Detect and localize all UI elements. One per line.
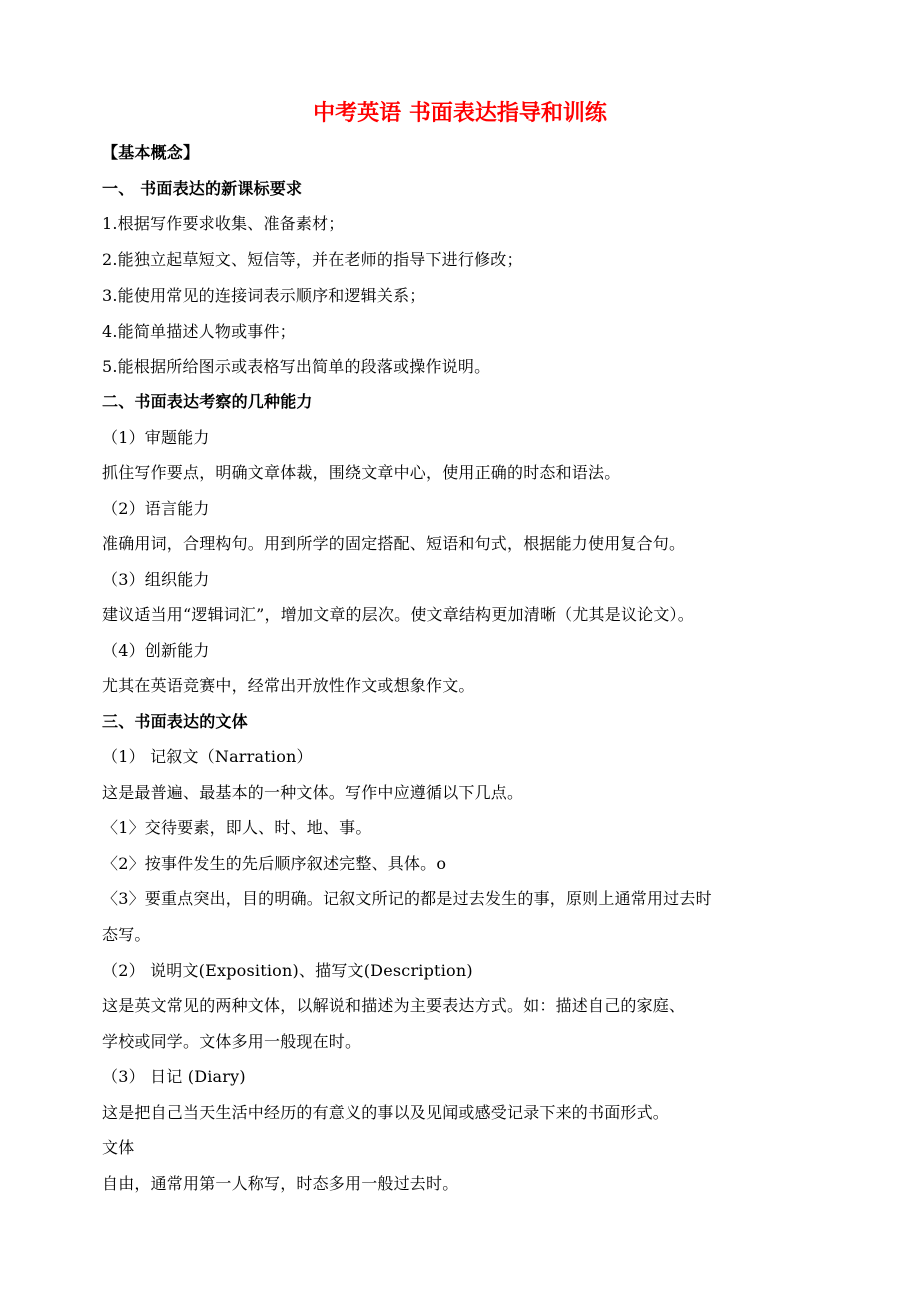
- ability-text-4: 尤其在英语竞赛中，经常出开放性作文或想象作文。: [102, 676, 475, 695]
- diary-text-line-2: 文体: [102, 1138, 135, 1157]
- diary-text-line-3: 自由，通常用第一人称写，时态多用一般过去时。: [102, 1174, 459, 1193]
- requirement-item-3: 3.能使用常见的连接词表示顺序和逻辑关系；: [102, 286, 426, 305]
- narration-point-3: 〈3〉要重点突出，目的明确。记叙文所记的都是过去发生的事，原则上通常用过去时: [102, 889, 712, 908]
- section-label: 【基本概念】: [102, 143, 200, 162]
- requirement-item-4: 4.能简单描述人物或事件；: [102, 322, 296, 341]
- requirement-item-5: 5.能根据所给图示或表格写出简单的段落或操作说明。: [102, 357, 491, 376]
- exposition-text-line-1: 这是英文常见的两种文体，以解说和描述为主要表达方式。如：描述自己的家庭、: [102, 996, 686, 1015]
- ability-text-3: 建议适当用“逻辑词汇”，增加文章的层次。使文章结构更加清晰（尤其是议论文）。: [102, 605, 694, 624]
- ability-label-2: （2）语言能力: [102, 499, 210, 518]
- exposition-text-line-2: 学校或同学。文体多用一般现在时。: [102, 1032, 362, 1051]
- diary-text-line-1: 这是把自己当天生活中经历的有意义的事以及见闻或感受记录下来的书面形式。: [102, 1103, 670, 1122]
- genre-label-3: （3） 日记 (Diary): [102, 1067, 246, 1086]
- ability-label-4: （4）创新能力: [102, 641, 210, 660]
- section-heading-1: 一、 书面表达的新课标要求: [102, 179, 303, 198]
- ability-text-2: 准确用词，合理构句。用到所学的固定搭配、短语和句式，根据能力使用复合句。: [102, 534, 686, 553]
- document-title: 中考英语 书面表达指导和训练: [313, 101, 607, 126]
- section-heading-3: 三、书面表达的文体: [102, 712, 248, 731]
- requirement-item-2: 2.能独立起草短文、短信等，并在老师的指导下进行修改；: [102, 250, 523, 269]
- ability-text-1: 抓住写作要点，明确文章体裁，围绕文章中心，使用正确的时态和语法。: [102, 463, 621, 482]
- narration-point-3-cont: 态写。: [102, 925, 151, 944]
- ability-label-3: （3）组织能力: [102, 570, 210, 589]
- narration-point-2: 〈2〉按事件发生的先后顺序叙述完整、具体。o: [102, 854, 447, 873]
- genre-label-2: （2） 说明文(Exposition)、描写文(Description): [102, 961, 473, 980]
- section-heading-2: 二、书面表达考察的几种能力: [102, 392, 313, 411]
- genre-intro-1: 这是最普遍、最基本的一种文体。写作中应遵循以下几点。: [102, 783, 524, 802]
- genre-label-1: （1） 记叙文（Narration）: [102, 747, 313, 766]
- requirement-item-1: 1.根据写作要求收集、准备素材；: [102, 214, 345, 233]
- ability-label-1: （1）审题能力: [102, 428, 210, 447]
- narration-point-1: 〈1〉交待要素，即人、时、地、事。: [102, 818, 372, 837]
